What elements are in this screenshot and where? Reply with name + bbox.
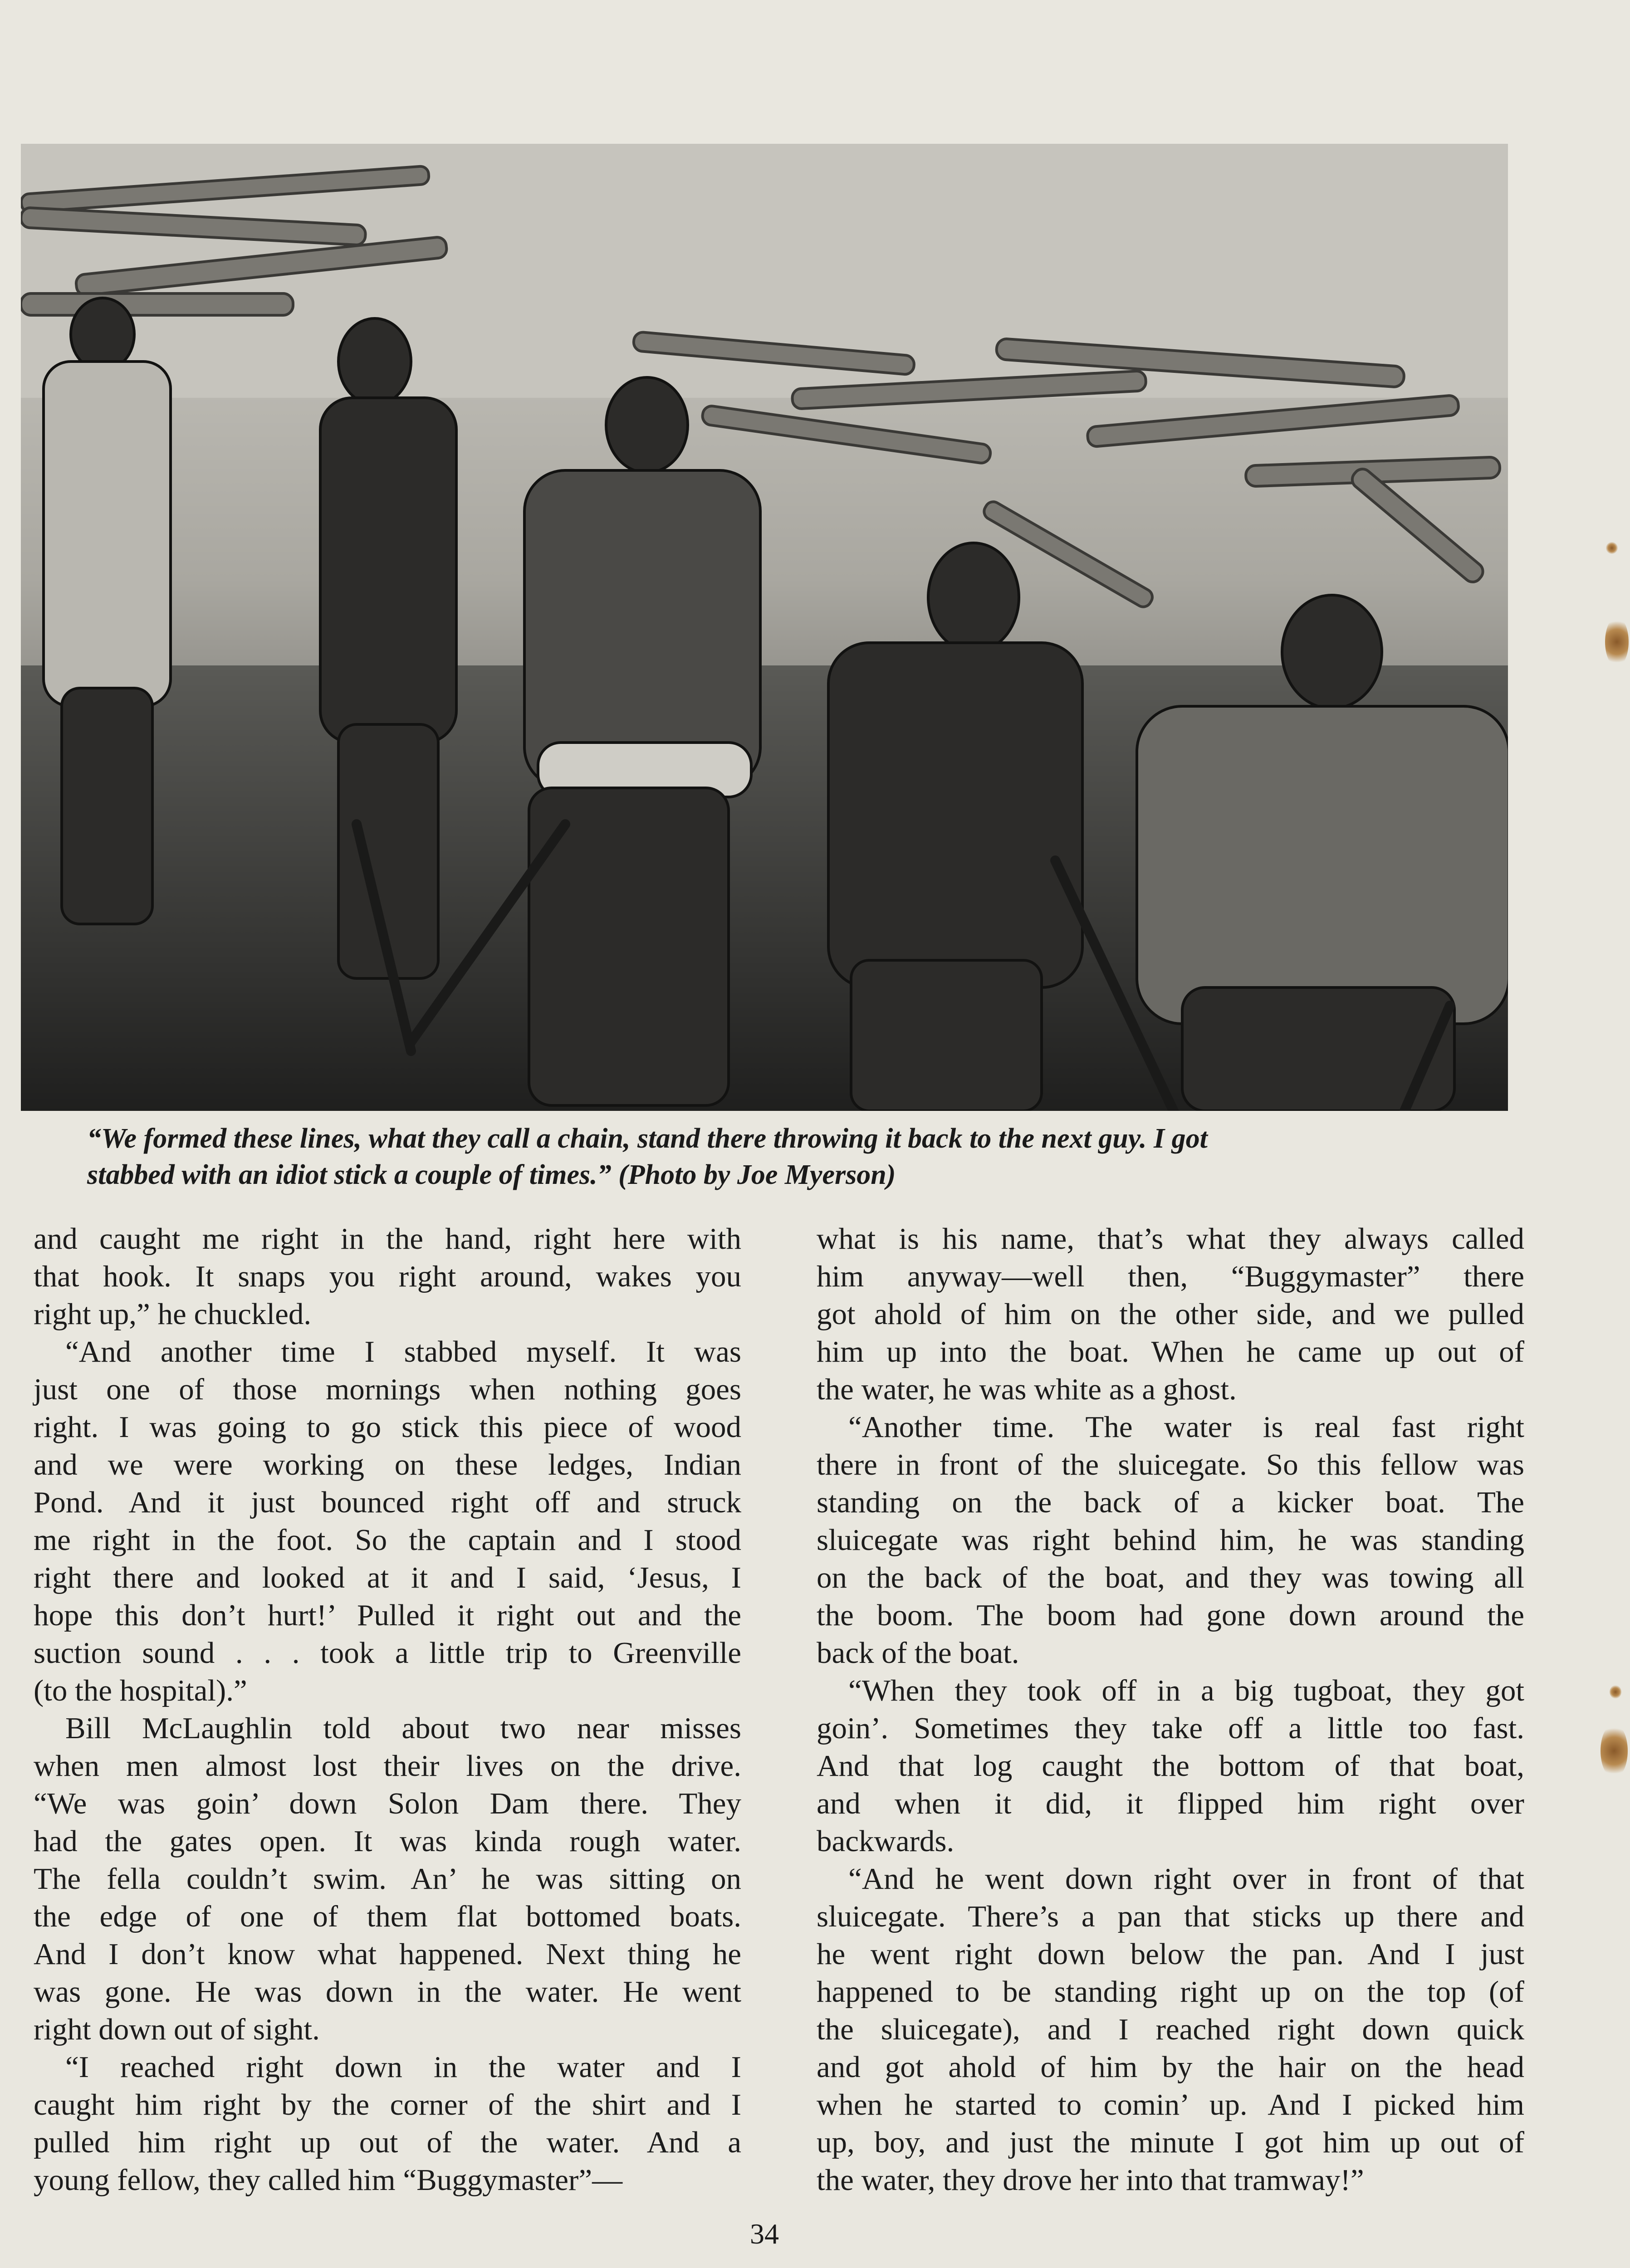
caption-line: “We formed these lines, what they call a chain, stand there throwing it back to the next guy. I got bbox=[87, 1123, 1208, 1154]
text-line: on the back of the boat, and they was towing all bbox=[817, 1561, 1524, 1594]
text-line: right down out of sight. bbox=[34, 2013, 320, 2046]
text-line: happened to be standing right up on the top (of bbox=[817, 1975, 1524, 2009]
text-line: “And another time I stabbed myself. It was bbox=[65, 1335, 741, 1369]
text-line: And that log caught the bottom of that boat, bbox=[817, 1749, 1524, 1783]
text-line: when he started to comin’ up. And I picked him bbox=[817, 2088, 1524, 2121]
text-line: and caught me right in the hand, right here with bbox=[34, 1222, 741, 1256]
text-line: and when it did, it flipped him right over bbox=[817, 1787, 1524, 1820]
text-line: young fellow, they called him “Buggymaster”— bbox=[34, 2163, 623, 2197]
text-line: and got ahold of him by the hair on the head bbox=[817, 2050, 1524, 2084]
text-line: right up,” he chuckled. bbox=[34, 1297, 312, 1331]
text-line: sluicegate was right behind him, he was standing bbox=[817, 1523, 1524, 1557]
page-number: 34 bbox=[750, 2218, 779, 2250]
text-line: right there and looked at it and I said, ‘Jesus, I bbox=[34, 1561, 741, 1594]
text-line: sluicegate. There’s a pan that sticks up there and bbox=[817, 1900, 1524, 1933]
text-line: backwards. bbox=[817, 1824, 955, 1858]
text-line: And I don’t know what happened. Next thing he bbox=[34, 1937, 741, 1971]
text-line: there in front of the sluicegate. So this fellow was bbox=[817, 1448, 1524, 1481]
text-line: me right in the foot. So the captain and I stood bbox=[34, 1523, 741, 1557]
text-line: goin’. Sometimes they take off a little too fast. bbox=[817, 1711, 1524, 1745]
photograph-illustration bbox=[21, 144, 1508, 1111]
text-line: back of the boat. bbox=[817, 1636, 1019, 1670]
text-line: hope this don’t hurt!’ Pulled it right out and the bbox=[34, 1598, 741, 1632]
text-line: what is his name, that’s what they always called bbox=[817, 1222, 1524, 1256]
paper-stain bbox=[1601, 1724, 1628, 1778]
text-line: up, boy, and just the minute I got him up out of bbox=[817, 2126, 1524, 2159]
text-line: he went right down below the pan. And I just bbox=[817, 1937, 1524, 1971]
caption-line: stabbed with an idiot stick a couple of times.” (Photo by Joe Myerson) bbox=[87, 1159, 896, 1190]
text-column-left bbox=[34, 1220, 741, 2199]
text-column-right bbox=[817, 1220, 1524, 2199]
text-line: the sluicegate), and I reached right down quick bbox=[817, 2013, 1524, 2046]
text-line: the edge of one of them flat bottomed boats. bbox=[34, 1900, 741, 1933]
text-line: Bill McLaughlin told about two near misses bbox=[65, 1711, 741, 1745]
text-line: “And he went down right over in front of that bbox=[848, 1862, 1524, 1896]
text-line: “We was goin’ down Solon Dam there. They bbox=[34, 1787, 741, 1820]
paper-stain bbox=[1610, 1685, 1621, 1699]
text-line: just one of those mornings when nothing goes bbox=[34, 1373, 741, 1406]
text-line: the boom. The boom had gone down around the bbox=[817, 1598, 1524, 1632]
text-line: pulled him right up out of the water. And a bbox=[34, 2126, 741, 2159]
paper-stain bbox=[1605, 617, 1629, 667]
photograph-log-drivers bbox=[21, 144, 1508, 1111]
text-line: the water, he was white as a ghost. bbox=[817, 1373, 1237, 1406]
text-line: the water, they drove her into that tramway!” bbox=[817, 2163, 1364, 2197]
text-line: “I reached right down in the water and I bbox=[65, 2050, 741, 2084]
text-line: and we were working on these ledges, Indian bbox=[34, 1448, 741, 1481]
text-line: “Another time. The water is real fast right bbox=[848, 1410, 1524, 1444]
text-line: The fella couldn’t swim. An’ he was sitting on bbox=[34, 1862, 741, 1896]
text-line: standing on the back of a kicker boat. The bbox=[817, 1486, 1524, 1519]
text-line: that hook. It snaps you right around, wakes you bbox=[34, 1260, 741, 1293]
paper-stain bbox=[1606, 542, 1618, 554]
photo-caption bbox=[87, 1120, 1475, 1193]
text-line: when men almost lost their lives on the drive. bbox=[34, 1749, 741, 1783]
text-line: got ahold of him on the other side, and we pulled bbox=[817, 1297, 1524, 1331]
text-line: “When they took off in a big tugboat, they got bbox=[848, 1674, 1524, 1707]
text-line: right. I was going to go stick this piece of wood bbox=[34, 1410, 741, 1444]
text-line: Pond. And it just bounced right off and struck bbox=[34, 1486, 741, 1519]
text-line: him up into the boat. When he came up out of bbox=[817, 1335, 1524, 1369]
text-line: him anyway—well then, “Buggymaster” there bbox=[817, 1260, 1524, 1293]
text-line: was gone. He was down in the water. He went bbox=[34, 1975, 741, 2009]
text-line: had the gates open. It was kinda rough water. bbox=[34, 1824, 741, 1858]
text-line: suction sound . . . took a little trip to Greenville bbox=[34, 1636, 741, 1670]
text-line: caught him right by the corner of the shirt and I bbox=[34, 2088, 741, 2121]
text-line: (to the hospital).” bbox=[34, 1674, 247, 1707]
